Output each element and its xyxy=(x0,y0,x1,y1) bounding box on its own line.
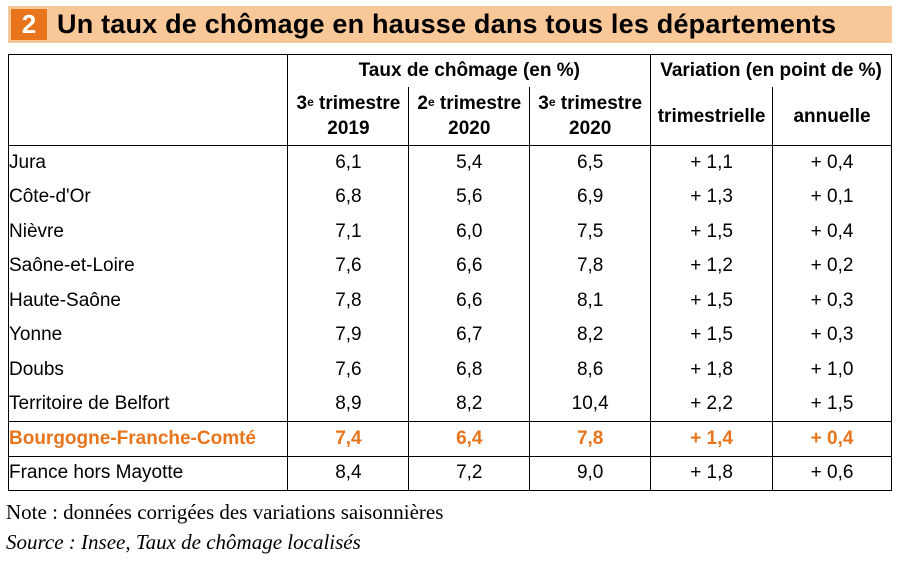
row-label: Nièvre xyxy=(9,220,64,242)
row-label: France hors Mayotte xyxy=(9,462,184,484)
table-cell: + 1,0 xyxy=(773,353,892,388)
row-label: Bourgogne-Franche-Comté xyxy=(9,422,288,457)
title-bar xyxy=(8,6,892,43)
unemployment-table xyxy=(8,54,892,491)
column-header-annual: annuelle xyxy=(773,87,892,146)
table-cell: 10,4 xyxy=(530,387,651,422)
column-header-quarterly: trimestrielle xyxy=(651,87,773,146)
table-cell: + 0,6 xyxy=(773,456,892,491)
table-cell: + 0,3 xyxy=(773,318,892,353)
table-cell: 6,8 xyxy=(409,353,530,388)
table-cell: 7,8 xyxy=(288,284,409,319)
table-cell: + 1,8 xyxy=(651,353,773,388)
table-cell: + 1,5 xyxy=(651,284,773,319)
table-cell: + 0,2 xyxy=(773,249,892,284)
table-cell: 8,2 xyxy=(409,387,530,422)
row-label: Doubs xyxy=(9,358,64,380)
table-cell: 6,9 xyxy=(530,180,651,215)
table-cell: 7,4 xyxy=(288,422,409,457)
table-cell: 8,9 xyxy=(288,387,409,422)
row-label: Côte-d'Or xyxy=(9,186,91,208)
table-row xyxy=(9,215,892,250)
row-label: Yonne xyxy=(9,324,63,346)
table-row xyxy=(9,318,892,353)
table-cell: 7,1 xyxy=(288,215,409,250)
table-cell: + 2,2 xyxy=(651,387,773,422)
table-cell: 5,4 xyxy=(409,146,530,181)
table-row xyxy=(9,387,892,422)
table-cell: + 1,4 xyxy=(651,422,773,457)
table-cell: 8,6 xyxy=(530,353,651,388)
table-cell: 7,2 xyxy=(409,456,530,491)
table-source: Source : Insee, Taux de chômage localisés xyxy=(6,530,361,554)
table-cell: 7,6 xyxy=(288,353,409,388)
empty-corner-cell xyxy=(9,55,288,146)
table-cell: 6,1 xyxy=(288,146,409,181)
table-cell: + 1,1 xyxy=(651,146,773,181)
table-cell: 8,4 xyxy=(288,456,409,491)
page-title: Un taux de chômage en hausse dans tous les départements xyxy=(57,9,837,39)
table-row xyxy=(9,353,892,388)
table-cell: 6,4 xyxy=(409,422,530,457)
table-cell: + 0,4 xyxy=(773,146,892,181)
table-cell: + 0,3 xyxy=(773,284,892,319)
table-cell: + 1,5 xyxy=(651,318,773,353)
table-cell: 7,8 xyxy=(530,249,651,284)
table-row xyxy=(9,146,892,181)
group-header-row xyxy=(9,55,892,88)
table-cell: + 1,2 xyxy=(651,249,773,284)
table-cell: + 0,4 xyxy=(773,215,892,250)
table-row xyxy=(9,180,892,215)
table-row xyxy=(9,456,892,491)
table-cell: 7,6 xyxy=(288,249,409,284)
column-header-q2-2020: 2e trimestre 2020 xyxy=(409,87,530,146)
row-label: Saône-et-Loire xyxy=(9,255,135,277)
table-cell: 7,8 xyxy=(530,422,651,457)
column-header-q3-2020: 3e trimestre 2020 xyxy=(530,87,651,146)
table-cell: + 0,1 xyxy=(773,180,892,215)
table-cell: + 1,3 xyxy=(651,180,773,215)
table-cell: 8,1 xyxy=(530,284,651,319)
table-cell: + 1,5 xyxy=(651,215,773,250)
rate-group-header: Taux de chômage (en %) xyxy=(288,55,651,88)
table-cell: + 0,4 xyxy=(773,422,892,457)
table-cell: 9,0 xyxy=(530,456,651,491)
table-cell: 8,2 xyxy=(530,318,651,353)
table-cell: 6,7 xyxy=(409,318,530,353)
table-cell: 6,6 xyxy=(409,249,530,284)
row-label: Territoire de Belfort xyxy=(9,393,170,414)
figure-number: 2 xyxy=(11,9,47,40)
table-cell: 7,5 xyxy=(530,215,651,250)
row-label: Haute-Saône xyxy=(9,289,121,311)
table-cell: 7,9 xyxy=(288,318,409,353)
table-note: Note : données corrigées des variations saisonnières xyxy=(6,500,444,524)
row-label: Jura xyxy=(9,152,46,173)
column-header-q3-2019: 3e trimestre 2019 xyxy=(288,87,409,146)
variation-group-header: Variation (en point de %) xyxy=(651,55,892,88)
table-cell: + 1,5 xyxy=(773,387,892,422)
table-cell: 6,5 xyxy=(530,146,651,181)
table-cell: + 1,8 xyxy=(651,456,773,491)
table-cell: 5,6 xyxy=(409,180,530,215)
table-row-region-total xyxy=(9,422,892,457)
table-cell: 6,6 xyxy=(409,284,530,319)
table-cell: 6,8 xyxy=(288,180,409,215)
table-row xyxy=(9,249,892,284)
table-cell: 6,0 xyxy=(409,215,530,250)
table-row xyxy=(9,284,892,319)
